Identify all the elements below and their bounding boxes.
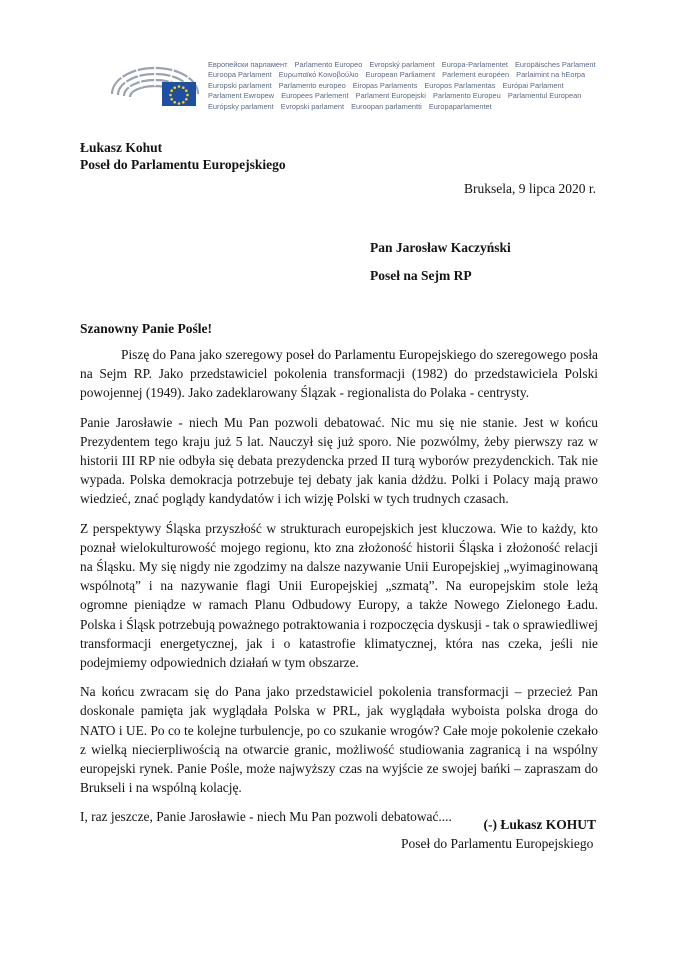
body-paragraph: Z perspektywy Śląska przyszłość w strukturach europejskich jest kluczowa. Wie to każdy, kto poznał wielokulturowość mojego regionu, kto zna złożoność historii Śląska i złożoność relacji na Śląsku. My się nigdy nie zgodzimy na dalsze nazywanie Unii Europejskiej „wyimaginowaną wspólnotą” i na nazywanie flagi Unii Europejskiej „szmatą”. Na europejskim stole leżą ogromne pieniądze w ramach Planu Odbudowy Europy, a także Nowego Zielonego Ładu. Polska i Śląsk potrzebują poważnego potraktowania i rozpoczęcia dyskusji - tak o sprawiedliwej transformacji energetycznej, jak i o katastrofie klimatycznej, która nas czeka, jeśli nie podejmiemy odpowiednich działań w tym obszarze. [80, 520, 598, 671]
letter-date: Bruksela, 9 lipca 2020 r. [464, 181, 596, 196]
parliament-names-line: Europski parlament Parlamento europeo Eiropas Parlaments Europos Parlamentas Európai Parlament [208, 80, 564, 90]
body-paragraph: Piszę do Pana jako szeregowy poseł do Parlamentu Europejskiego do szeregowego posła na Sejm RP. Jako przedstawiciel pokolenia transformacji (1982) do przedstawiciela Polski powojennej (1949). Jako zadeklarowany Ślązak - regionalista do Polaka - centrysty. [80, 347, 598, 401]
sender-title: Poseł do Parlamentu Europejskiego [80, 157, 286, 172]
european-parliament-logo [106, 60, 204, 116]
parliament-names-block [208, 60, 628, 112]
sender-block [80, 139, 286, 173]
body-paragraph: I, raz jeszcze, Panie Jarosławie - niech Mu Pan pozwoli debatować.... [80, 809, 452, 825]
signature-title: Poseł do Parlamentu Europejskiego [401, 836, 594, 851]
parliament-names-line: Európsky parlament Evropski parlament Euroopan parlamentti Europaparlamentet [208, 101, 492, 111]
body-paragraph: Panie Jarosławie - niech Mu Pan pozwoli debatować. Nic mu się nie stanie. Jest w końcu Prezydentem tego kraju już 5 lat. Nauczył się już sporo. Nie pozwólmy, żeby pierwszy raz w historii III RP nie odbyła się debata prezydencka przed II turą wyborów prezydenckich. Tak nie wypada. Polska demokracja potrzebuje tej debaty jak kania dżdżu. Polki i Polacy mają prawo wiedzieć, znać poglądy kandydatów i ich wizję Polski w tych trudnych czasach. [80, 414, 598, 507]
signature-name: (-) Łukasz KOHUT [483, 817, 596, 832]
parliament-names-line: Европейски парламент Parlamento Europeo Evropský parlament Europa-Parlamentet Europäisches Parlament [208, 60, 596, 69]
recipient-name: Pan Jarosław Kaczyński [370, 240, 511, 255]
body-paragraph: Na końcu zwracam się do Pana jako przedstawiciel pokolenia transformacji – przecież Pan doskonale pamięta jak wyglądała Polska w PRL, jak wyglądała wyboista polska droga do NATO i UE. Po co te kolejne turbulencje, po co szukanie wrogów? Całe moje pokolenie czekało z wielką niecierpliwością na otwarcie granic, możliwość studiowania zagranicą i na wspólny europejski rynek. Panie Pośle, może najwyższy czas na wyjście ze swojej bańki – zapraszam do Brukseli i na wspólną kolację. [80, 684, 598, 796]
letter-body [80, 345, 598, 837]
recipient-title: Poseł na Sejm RP [370, 268, 472, 283]
sender-name: Łukasz Kohut [80, 140, 163, 155]
parliament-names-line: Parlament Ewropew Europees Parlement Parlament Europejski Parlamento Europeu Parlamentul European [208, 91, 582, 101]
parliament-names-line: Euroopa Parlament Ευρωπαϊκό Κοινοβούλιο European Parliament Parlement européen Parlaimint na hEorpa [208, 70, 586, 80]
greeting: Szanowny Panie Pośle! [80, 321, 213, 336]
